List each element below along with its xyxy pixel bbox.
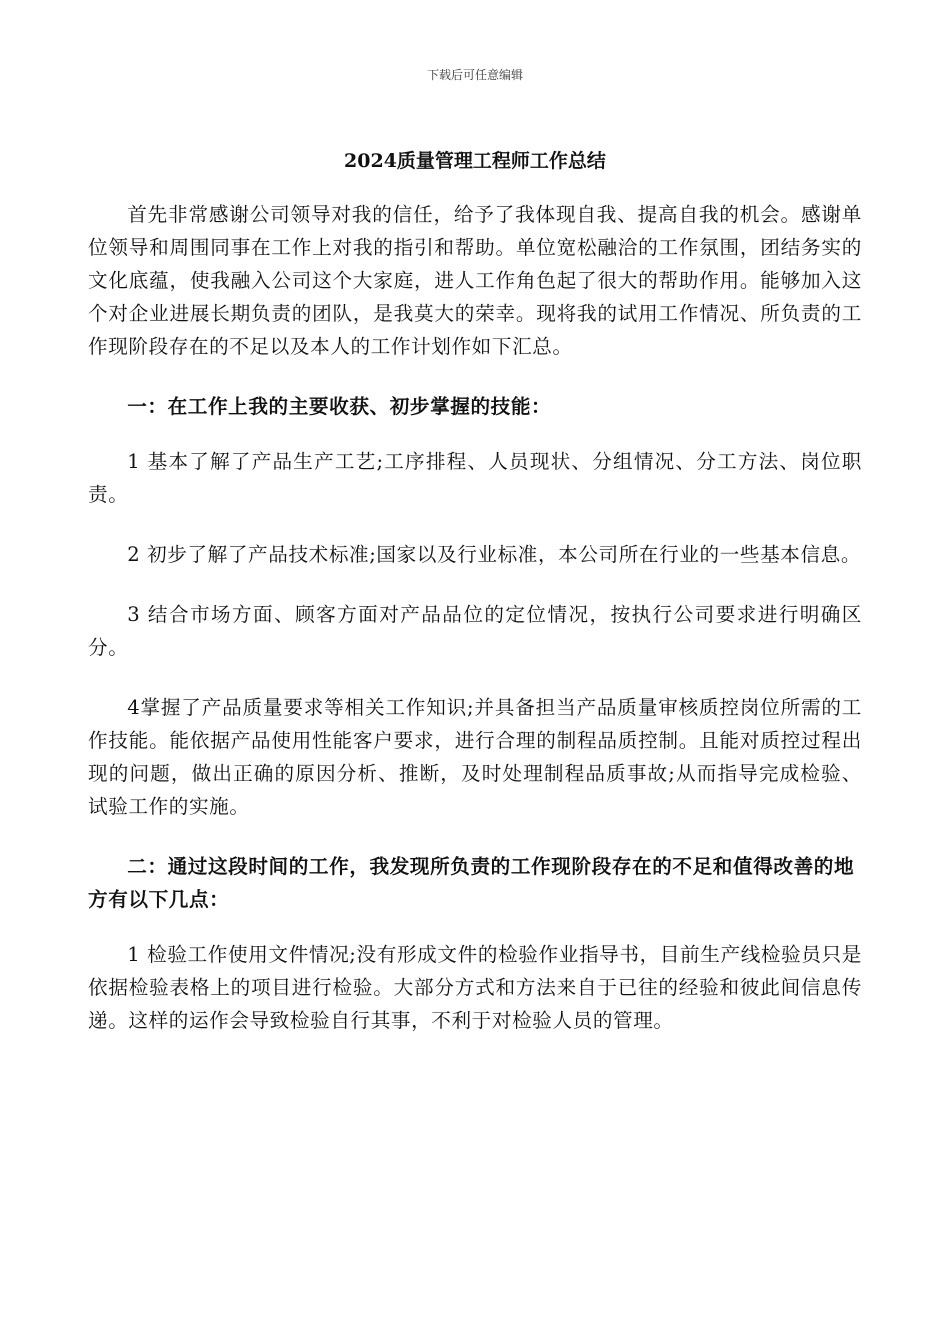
document-title: 2024质量管理工程师工作总结 xyxy=(344,150,606,172)
section-1-item-2: 2 初步了解了产品技术标准;国家以及行业标准，本公司所在行业的一些基本信息。 xyxy=(127,543,862,566)
section-1-item-1: 1 基本了解了产品生产工艺;工序排程、人员现状、分组情况、分工方法、岗位职责。 xyxy=(88,450,862,506)
section-2-heading: 二：通过这段时间的工作，我发现所负责的工作现阶段存在的不足和值得改善的地方有以下几点： xyxy=(88,855,855,911)
section-1-item-3: 3 结合市场方面、顾客方面对产品品位的定位情况，按执行公司要求进行明确区分。 xyxy=(88,603,862,659)
section-2-item-1: 1 检验工作使用文件情况;没有形成文件的检验作业指导书，目前生产线检验员只是依据检验表格上的项目进行检验。大部分方式和方法来自于已往的经验和彼此间信息传递。这样的运作会导致检验自行其事，不利于对检验人员的管理。 xyxy=(88,943,862,1032)
intro-paragraph: 首先非常感谢公司领导对我的信任，给予了我体现自我、提高自我的机会。感谢单位领导和周围同事在工作上对我的指引和帮助。单位宽松融洽的工作氛围，团结务实的文化底蕴，使我融入公司这个大家庭，进人工作角色起了很大的帮助作用。能够加入这个对企业进展长期负责的团队，是我莫大的荣幸。现将我的试用工作情况、所负责的工作现阶段存在的不足以及本人的工作计划作如下汇总。 xyxy=(88,203,862,358)
document-body xyxy=(88,198,862,1037)
section-1-heading: 一：在工作上我的主要收获、初步掌握的技能： xyxy=(127,395,552,418)
header-note: 下载后可任意编辑 xyxy=(426,68,523,82)
section-1-item-4: 4掌握了产品质量要求等相关工作知识;并具备担当产品质量审核质控岗位所需的工作技能。能依据产品使用性能客户要求，进行合理的制程品质控制。且能对质控过程出现的问题，做出正确的原因分析、推断，及时处理制程品质事故;从而指导完成检验、试验工作的实施。 xyxy=(88,696,862,818)
